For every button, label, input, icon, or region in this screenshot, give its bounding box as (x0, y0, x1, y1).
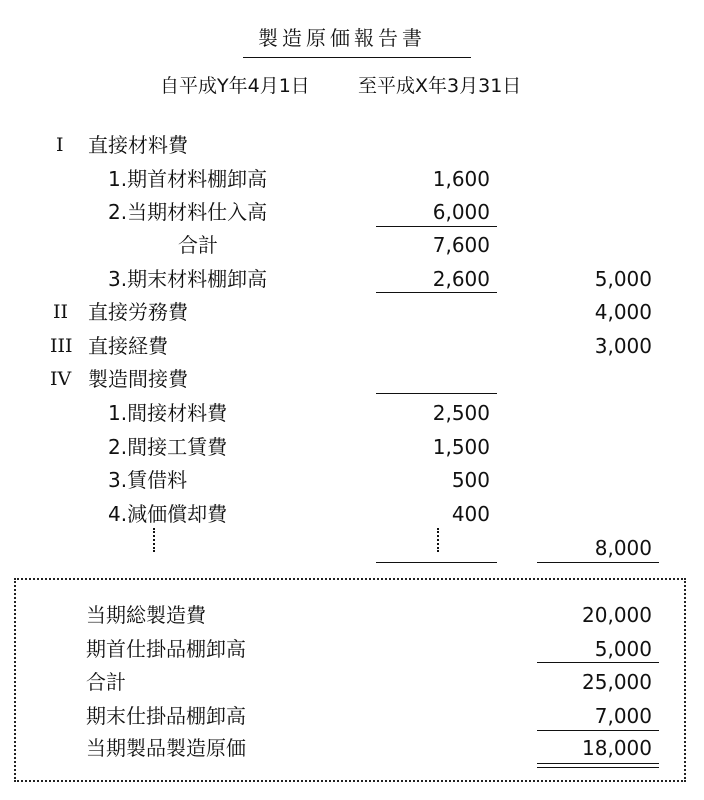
line-item-value: 7,600 (432, 233, 490, 257)
subtotal-rule (376, 393, 497, 394)
subtotal-rule (376, 226, 497, 227)
summary-value: 20,000 (582, 603, 652, 627)
line-item-label: 3.期末材料棚卸高 (108, 267, 268, 291)
section-numeral-3: III (50, 335, 73, 357)
section-label-direct-materials: 直接材料費 (88, 133, 188, 157)
line-item-label: 合計 (178, 233, 218, 257)
line-item-label: 2.当期材料仕入高 (108, 200, 268, 224)
final-double-rule (537, 763, 659, 768)
subtotal-rule (376, 292, 497, 293)
summary-value-final: 18,000 (582, 736, 652, 760)
summary-label: 期首仕掛品棚卸高 (86, 637, 246, 661)
total-rule (537, 562, 659, 563)
report-title: 製造原価報告書 (258, 26, 426, 50)
title-underline (243, 57, 471, 58)
line-item-value: 500 (451, 468, 490, 492)
section-total-direct-labor: 4,000 (594, 300, 652, 324)
line-item-value: 1,500 (432, 435, 490, 459)
section-numeral-1: I (56, 134, 64, 156)
line-item-value: 6,000 (432, 200, 490, 224)
summary-rule (537, 662, 659, 663)
continuation-dots (153, 528, 155, 552)
summary-value: 7,000 (594, 704, 652, 728)
line-item-value: 2,500 (432, 401, 490, 425)
section-label-direct-labor: 直接労務費 (88, 300, 188, 324)
summary-label: 期末仕掛品棚卸高 (86, 704, 246, 728)
summary-label: 当期総製造費 (86, 603, 206, 627)
period-to: 至平成X年3月31日 (358, 75, 522, 97)
section-label-direct-expenses: 直接経費 (88, 334, 168, 358)
line-item-label: 1.間接材料費 (108, 401, 228, 425)
line-item-label: 3.賃借料 (108, 468, 188, 492)
section-total-overhead: 8,000 (594, 536, 652, 560)
period-from: 自平成Y年4月1日 (160, 75, 310, 97)
line-item-value: 400 (451, 502, 490, 526)
line-item-value: 1,600 (432, 167, 490, 191)
section-numeral-4: IV (50, 368, 72, 390)
section-total-direct-materials: 5,000 (594, 267, 652, 291)
section-total-direct-expenses: 3,000 (594, 334, 652, 358)
summary-label-final: 当期製品製造原価 (86, 736, 246, 760)
line-item-label: 2.間接工賃費 (108, 435, 228, 459)
line-item-label: 1.期首材料棚卸高 (108, 167, 268, 191)
subtotal-rule (376, 562, 497, 563)
line-item-value: 2,600 (432, 267, 490, 291)
section-label-overhead: 製造間接費 (88, 367, 188, 391)
section-numeral-2: II (53, 301, 69, 323)
summary-value: 25,000 (582, 670, 652, 694)
line-item-label: 4.減価償却費 (108, 502, 228, 526)
summary-value: 5,000 (594, 637, 652, 661)
summary-label: 合計 (86, 670, 126, 694)
continuation-dots (437, 528, 439, 552)
summary-rule (537, 730, 659, 731)
